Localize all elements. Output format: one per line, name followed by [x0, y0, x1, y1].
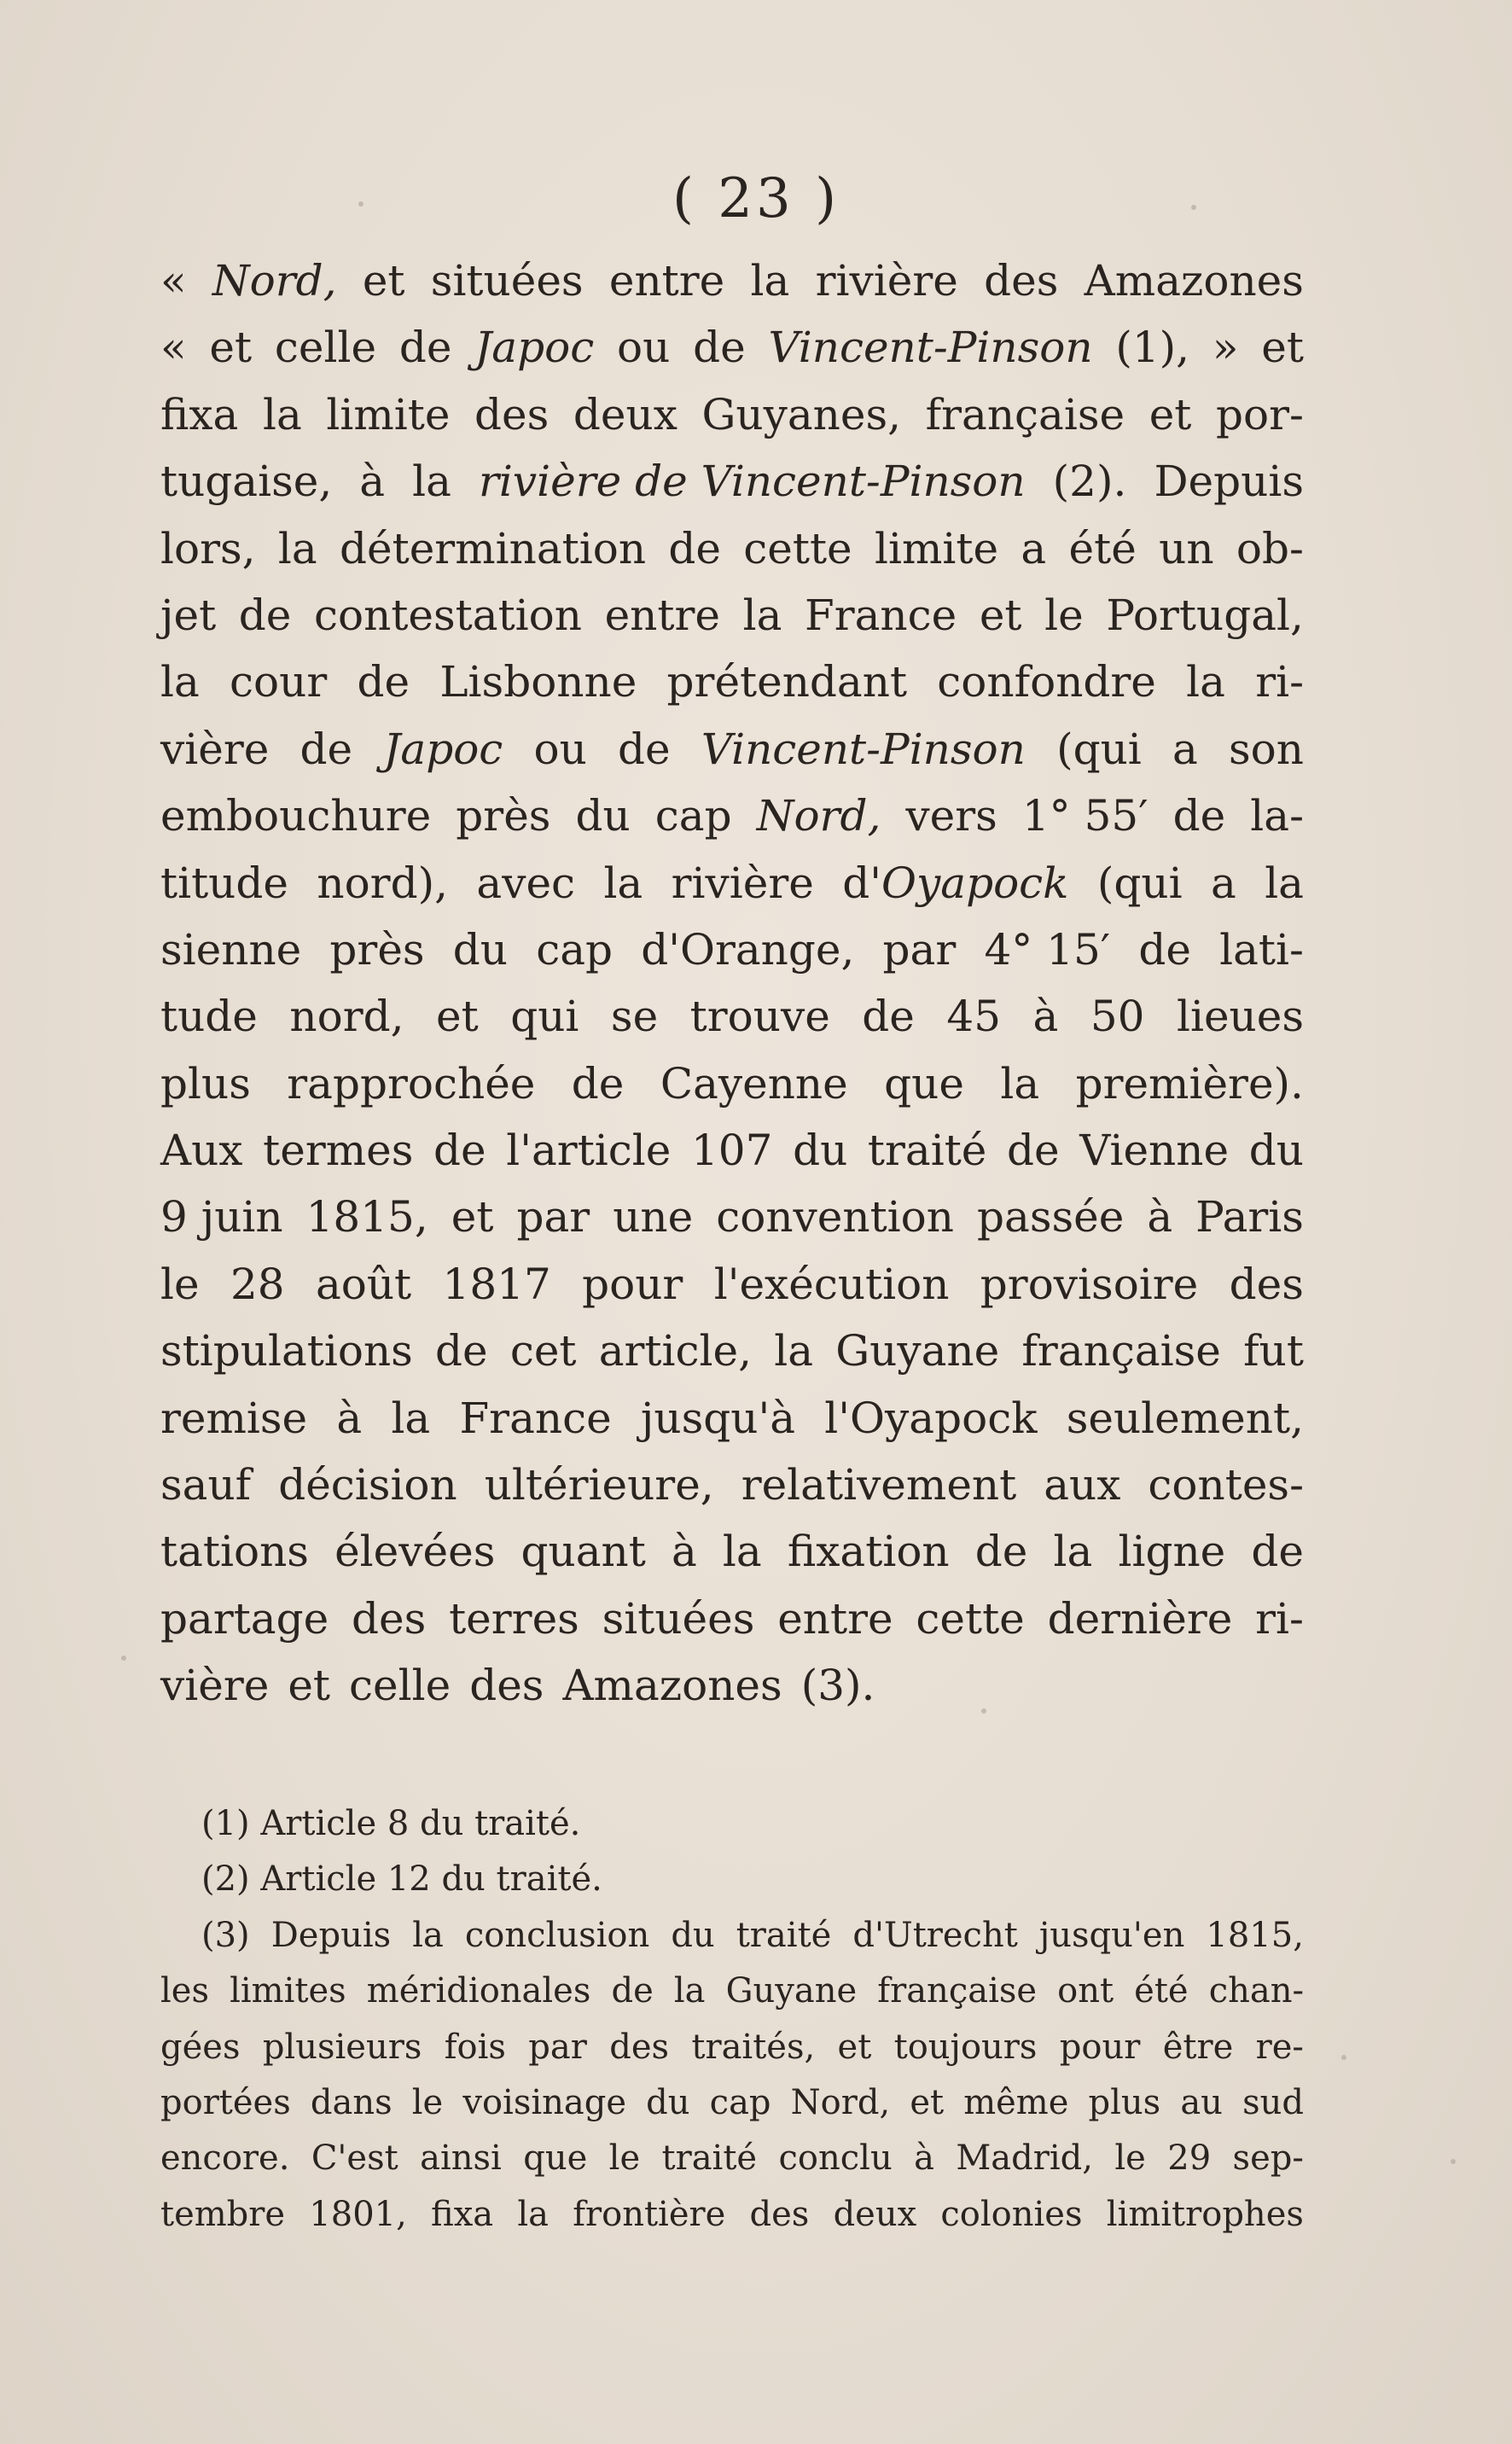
word: été — [1068, 523, 1137, 573]
word: de — [357, 657, 410, 707]
word: (3). — [800, 1661, 875, 1711]
word: une — [613, 1192, 694, 1242]
word: a — [1021, 523, 1047, 573]
word: vière — [160, 1661, 270, 1711]
word: Guyane — [725, 1971, 858, 2011]
word: la — [673, 1971, 706, 2011]
word: la — [1265, 858, 1304, 908]
word: article, — [598, 1326, 752, 1376]
word: et — [436, 992, 479, 1042]
text-line — [160, 582, 1304, 649]
word: de — [435, 1326, 488, 1376]
word: rivière de Vincent-Pinson — [479, 457, 1026, 507]
word: 1817 — [442, 1259, 551, 1309]
word: la — [774, 1326, 814, 1376]
word: de — [433, 1126, 486, 1176]
word: lati- — [1219, 924, 1304, 975]
word: Nord, — [212, 256, 337, 306]
word: du — [671, 1915, 715, 1955]
word: la — [1000, 1058, 1040, 1109]
word: de — [618, 724, 671, 774]
word: de — [1172, 791, 1226, 841]
word: à — [359, 457, 386, 507]
word: et — [1261, 323, 1304, 373]
word: que — [884, 1058, 964, 1109]
word: être — [1162, 2027, 1234, 2067]
word: 107 — [691, 1126, 773, 1176]
word: fixation — [787, 1527, 950, 1577]
word: lors, — [160, 523, 256, 573]
footnote-line — [160, 2075, 1304, 2131]
text-line — [160, 783, 1304, 849]
word: du — [1248, 1126, 1304, 1176]
word: France — [459, 1393, 612, 1443]
word: à — [1032, 992, 1059, 1042]
word: au — [1180, 2082, 1223, 2122]
word: août — [315, 1259, 412, 1309]
word: ont — [1057, 1971, 1114, 2011]
word: la — [742, 590, 782, 640]
word: por- — [1215, 389, 1304, 439]
word: cap — [654, 791, 732, 841]
word: lieues — [1176, 992, 1304, 1042]
word: nord), — [317, 858, 448, 908]
word: plus — [1088, 2082, 1161, 2122]
word: cap — [536, 924, 614, 975]
word: traité — [867, 1126, 987, 1176]
word: trouve — [689, 992, 830, 1042]
word: du — [575, 791, 631, 841]
word: entre — [777, 1593, 893, 1644]
word: gées — [160, 2027, 241, 2067]
word: limitrophes — [1106, 2194, 1304, 2234]
word: jusqu'en — [1038, 1915, 1185, 1955]
word: d'Orange, — [641, 924, 855, 975]
word: traités, — [691, 2027, 816, 2067]
word: la — [722, 1527, 762, 1577]
word: Vincent-Pinson — [701, 724, 1026, 774]
word: cette — [743, 523, 852, 573]
word: et — [979, 590, 1022, 640]
word: jet — [160, 590, 217, 640]
footnotes-block — [160, 1796, 1304, 2243]
footnote-line — [160, 1908, 1304, 1964]
word: ri- — [1255, 657, 1304, 707]
word: portées — [160, 2082, 291, 2122]
word: C'est — [311, 2138, 398, 2179]
word: qui — [510, 992, 579, 1042]
word: le — [411, 2082, 444, 2122]
word: par — [882, 924, 957, 975]
word: contestation — [314, 590, 582, 640]
word: deux — [573, 389, 677, 439]
main-text-block — [160, 247, 1304, 1720]
word: dernière — [1047, 1593, 1233, 1644]
word: sud — [1242, 2082, 1304, 2122]
word: » — [1212, 323, 1239, 373]
paper-speck — [981, 1708, 986, 1714]
word: de — [238, 590, 292, 640]
paper-speck — [121, 1656, 126, 1661]
word: partage — [160, 1593, 329, 1644]
word: « — [160, 256, 187, 306]
word: toujours — [893, 2027, 1038, 2067]
word: Madrid, — [956, 2138, 1093, 2179]
word: de — [299, 724, 353, 774]
word: re- — [1255, 2027, 1304, 2067]
word: ou — [533, 724, 587, 774]
word: de — [862, 992, 915, 1042]
word: encore. — [160, 2138, 290, 2179]
text-line — [160, 716, 1304, 783]
word: entre — [604, 590, 720, 640]
word: relativement — [741, 1460, 1017, 1510]
word: ob- — [1236, 523, 1304, 573]
word: terres — [449, 1593, 579, 1644]
text-line — [160, 1586, 1304, 1652]
word: conclu — [778, 2138, 893, 2179]
word: termes — [263, 1126, 414, 1176]
word: « — [160, 323, 187, 373]
word: limite — [874, 523, 999, 573]
word: de — [974, 1527, 1028, 1577]
footnote-line — [160, 1964, 1304, 2019]
word: la — [391, 1393, 431, 1443]
word: la — [517, 2194, 549, 2234]
word: la — [277, 523, 317, 573]
word: frontière — [573, 2194, 726, 2234]
word: passée — [977, 1192, 1125, 1242]
word: (1), — [1115, 323, 1190, 373]
paper-speck — [1191, 205, 1196, 210]
word: remise — [160, 1393, 308, 1443]
text-line — [160, 314, 1304, 381]
word: 45 — [946, 992, 1002, 1042]
word: et — [362, 256, 405, 306]
word: des — [749, 2194, 810, 2234]
word: et — [837, 2027, 872, 2067]
word: (3) — [201, 1915, 250, 1955]
word: l'exécution — [713, 1259, 950, 1309]
word: Guyanes, — [701, 389, 902, 439]
word: sep- — [1232, 2138, 1304, 2179]
word: de — [1007, 1126, 1060, 1176]
word: la — [160, 657, 200, 707]
word: quant — [520, 1527, 646, 1577]
word: plus — [160, 1058, 251, 1109]
word: (qui — [1056, 724, 1142, 774]
word: du — [793, 1126, 848, 1176]
word: cap — [709, 2082, 771, 2122]
word: à — [1147, 1192, 1173, 1242]
word: provisoire — [980, 1259, 1199, 1309]
word: pour — [1059, 2027, 1141, 2067]
word: de — [1251, 1527, 1304, 1577]
word: Amazones — [1084, 256, 1304, 306]
word: limite — [326, 389, 451, 439]
word: la — [412, 1915, 444, 1955]
word: colonies — [940, 2194, 1083, 2234]
text-line — [160, 1452, 1304, 1518]
word: de — [1138, 924, 1191, 975]
word: France — [805, 590, 957, 640]
word: sienne — [160, 924, 302, 975]
word: embouchure — [160, 791, 432, 841]
word: rapprochée — [287, 1058, 536, 1109]
footnote-1: (1) Article 8 du traité. — [201, 1804, 581, 1843]
word: sauf — [160, 1460, 252, 1510]
footnote-3 — [160, 1908, 1304, 2243]
word: fixa — [431, 2194, 494, 2234]
text-line — [160, 247, 1304, 314]
word: élevées — [334, 1527, 496, 1577]
word: de — [398, 323, 452, 373]
word: et — [1149, 389, 1192, 439]
text-line — [160, 1251, 1304, 1318]
word: des — [1229, 1259, 1304, 1309]
word: de — [611, 1971, 654, 2011]
word: conclusion — [464, 1915, 650, 1955]
word: traité — [661, 2138, 758, 2179]
text-line — [160, 1184, 1304, 1250]
footnote-line — [160, 2187, 1304, 2243]
word: des — [352, 1593, 427, 1644]
word: Vienne — [1079, 1126, 1230, 1176]
word: Aux — [160, 1126, 243, 1176]
word: par — [516, 1192, 590, 1242]
word: (2). — [1052, 457, 1127, 507]
word: chan- — [1208, 1971, 1304, 2011]
word: ri- — [1255, 1593, 1304, 1644]
word: Japoc — [474, 323, 595, 373]
word: été — [1134, 1971, 1189, 2011]
word: limites — [230, 1971, 346, 2011]
page-number: ( 23 ) — [672, 167, 840, 230]
word: la — [1053, 1527, 1093, 1577]
word: le — [1044, 590, 1084, 640]
word: fut — [1243, 1326, 1304, 1376]
word: pour — [582, 1259, 683, 1309]
word: l'Oyapock — [824, 1393, 1038, 1443]
word: entre — [608, 256, 725, 306]
word: tembre — [160, 2194, 286, 2234]
word: Guyane — [835, 1326, 1000, 1376]
word: (qui — [1096, 858, 1183, 908]
word: détermination — [340, 523, 647, 573]
word: française — [925, 389, 1125, 439]
word: française — [1021, 1326, 1221, 1376]
word: près — [329, 924, 425, 975]
word: la — [262, 389, 302, 439]
word: ainsi — [420, 2138, 502, 2179]
word: cour — [230, 657, 328, 707]
word: d'Oyapock — [842, 858, 1069, 908]
word: le — [608, 2138, 641, 2179]
word: des — [609, 2027, 670, 2067]
text-line — [160, 983, 1304, 1050]
word: vière — [160, 724, 270, 774]
text-line — [160, 1117, 1304, 1184]
word: rivière — [671, 858, 814, 908]
word: celle — [349, 1661, 451, 1711]
word: tations — [160, 1527, 309, 1577]
word: la — [603, 858, 643, 908]
word: dans — [310, 2082, 393, 2122]
footnote-line — [160, 2131, 1304, 2186]
word: Depuis — [1154, 457, 1304, 507]
text-line — [160, 1652, 1304, 1719]
text-line — [160, 1518, 1304, 1585]
word: voisinage — [462, 2082, 627, 2122]
word: 9 juin — [160, 1192, 283, 1242]
word: 1801, — [309, 2194, 407, 2234]
word: nord, — [289, 992, 404, 1042]
word: méridionales — [366, 1971, 591, 2011]
word: Japoc — [383, 724, 503, 774]
word: cette — [916, 1593, 1025, 1644]
word: plusieurs — [262, 2027, 422, 2067]
word: la — [1186, 657, 1225, 707]
word: des — [469, 1661, 544, 1711]
word: Nord, — [790, 2082, 891, 2122]
word: et — [910, 2082, 945, 2122]
paper-speck — [1341, 2055, 1346, 2060]
italic-word: Oyapock — [881, 858, 1069, 908]
word: seulement, — [1066, 1393, 1304, 1443]
word: les — [160, 1971, 209, 2011]
word: rivière — [815, 256, 958, 306]
word: ligne — [1118, 1527, 1226, 1577]
word: de — [693, 323, 746, 373]
word: deux — [833, 2194, 917, 2234]
word: Lisbonne — [439, 657, 637, 707]
word: 1° 55′ — [1021, 791, 1149, 841]
word: 4° 15′ — [984, 924, 1111, 975]
word: cet — [509, 1326, 577, 1376]
word: prétendant — [666, 657, 908, 707]
word: Portugal, — [1106, 590, 1304, 640]
text-line — [160, 1050, 1304, 1117]
footnote-line — [160, 2020, 1304, 2075]
word: 1815, — [305, 1192, 428, 1242]
word: à — [914, 2138, 934, 2179]
word: du — [646, 2082, 690, 2122]
word: fois — [444, 2027, 506, 2067]
word: le — [1114, 2138, 1146, 2179]
word: stipulations — [160, 1326, 413, 1376]
word: la — [412, 457, 451, 507]
paper-speck — [1451, 2159, 1456, 2164]
word: confondre — [937, 657, 1156, 707]
word: son — [1229, 724, 1304, 774]
word: a — [1210, 858, 1236, 908]
word: le — [160, 1259, 200, 1309]
word: convention — [716, 1192, 954, 1242]
word: décision — [278, 1460, 457, 1510]
word: jusqu'à — [640, 1393, 796, 1443]
word: par — [528, 2027, 587, 2067]
word: ultérieure, — [484, 1460, 714, 1510]
word: tugaise, — [160, 457, 333, 507]
word: Amazones — [562, 1661, 782, 1711]
word: de — [668, 523, 721, 573]
text-line — [160, 515, 1304, 582]
text-line — [160, 850, 1304, 916]
word: d'Utrecht — [852, 1915, 1018, 1955]
word: 50 — [1090, 992, 1145, 1042]
word: a — [1172, 724, 1198, 774]
text-line — [160, 649, 1304, 715]
word: et — [209, 323, 253, 373]
word: première). — [1075, 1058, 1304, 1109]
word: Depuis — [270, 1915, 392, 1955]
word: 29 — [1167, 2138, 1212, 2179]
word: titude — [160, 858, 288, 908]
word: à — [671, 1527, 697, 1577]
word: même — [963, 2082, 1069, 2122]
word: et — [451, 1192, 494, 1242]
word: vers — [905, 791, 997, 841]
text-line — [160, 381, 1304, 448]
word: Cayenne — [660, 1058, 848, 1109]
word: fixa — [160, 389, 239, 439]
word: à — [336, 1393, 363, 1443]
word: situées — [430, 256, 584, 306]
word: et — [288, 1661, 331, 1711]
word: ou — [617, 323, 671, 373]
word: Nord, — [756, 791, 881, 841]
word: la — [750, 256, 790, 306]
word: 28 — [230, 1259, 285, 1309]
word: traité — [736, 1915, 832, 1955]
word: celle — [274, 323, 377, 373]
paper-speck — [358, 201, 363, 207]
text-line — [160, 1385, 1304, 1452]
word: tude — [160, 992, 258, 1042]
word: avec — [476, 858, 576, 908]
word: un — [1159, 523, 1214, 573]
word: la- — [1250, 791, 1304, 841]
word: près — [456, 791, 551, 841]
word: française — [877, 1971, 1038, 2011]
word: Vincent-Pinson — [768, 323, 1093, 373]
word: de — [571, 1058, 625, 1109]
word: du — [452, 924, 508, 975]
word: situées — [602, 1593, 755, 1644]
word: l'article — [506, 1126, 672, 1176]
word: contes- — [1148, 1460, 1304, 1510]
word: 1815, — [1206, 1915, 1304, 1955]
text-line — [160, 1318, 1304, 1384]
word: que — [523, 2138, 588, 2179]
word: des — [474, 389, 550, 439]
word: Paris — [1195, 1192, 1304, 1242]
word: des — [984, 256, 1059, 306]
footnote-2: (2) Article 12 du traité. — [201, 1859, 602, 1900]
word: se — [610, 992, 659, 1042]
text-line — [160, 448, 1304, 515]
word: aux — [1044, 1460, 1121, 1510]
text-line — [160, 916, 1304, 983]
